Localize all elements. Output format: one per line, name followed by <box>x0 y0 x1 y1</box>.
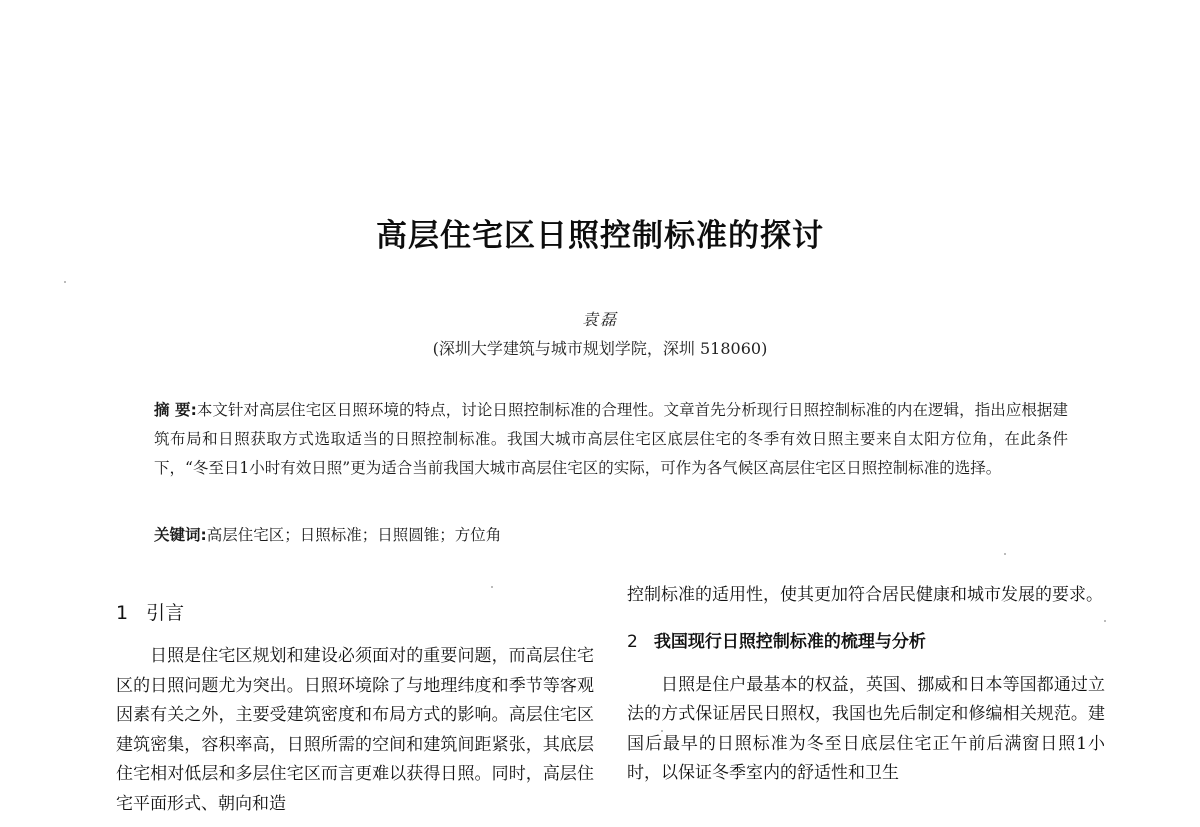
continued-paragraph: 控制标准的适用性，使其更加符合居民健康和城市发展的要求。 <box>627 585 1103 605</box>
abstract-label: 摘 要 <box>154 401 191 419</box>
paper-title: 高层住宅区日照控制标准的探讨 <box>376 218 824 254</box>
keywords-text: 高层住宅区；日照标准；日照圆锥；方位角 <box>206 526 502 544</box>
scan-speck <box>491 586 493 588</box>
scan-speck <box>1004 553 1006 555</box>
section-2-title: 我国现行日照控制标准的梳理与分析 <box>653 631 926 652</box>
keywords-label-colon: : <box>200 526 207 544</box>
abstract <box>154 396 1068 483</box>
author-affiliation: (深圳大学建筑与城市规划学院，深圳 518060) <box>432 339 768 358</box>
section-2-paragraph: 日照是住户最基本的权益，英国、挪威和日本等国都通过立法的方式保证居民日照权，我国也先后制定和修编相关规范。建国后最早的日照标准为冬至日底层住宅正午前后满窗日照1小时，以保证冬季室内的舒适性和卫生 <box>627 674 1105 783</box>
left-column <box>116 598 594 819</box>
scan-speck <box>1104 620 1106 622</box>
intro-paragraph: 日照是住宅区规划和建设必须面对的重要问题，而高层住宅区的日照问题尤为突出。日照环境除了与地理纬度和季节等客观因素有关之外，主要受建筑密度和布局方式的影响。高层住宅区建筑密集，容积率高，日照所需的空间和建筑间距紧张，其底层住宅相对低层和多层住宅区而言更难以获得日照。同时，高层住宅平面形式、朝向和造 <box>116 646 594 814</box>
author-name: 袁磊 <box>581 310 618 329</box>
keywords <box>154 521 1068 550</box>
abstract-text: 本文针对高层住宅区日照环境的特点，讨论日照控制标准的合理性。文章首先分析现行日照控制标准的内在逻辑，指出应根据建筑布局和日照获取方式选取适当的日照控制标准。我国大城市高层住宅区底层住宅的冬季有效日照主要来自太阳方位角，在此条件下，“冬至日1小时有效日照”更为适合当前我国大城市高层住宅区的实际，可作为各气候区高层住宅区日照控制标准的选择。 <box>154 401 1068 477</box>
keywords-label: 关键词 <box>154 526 201 544</box>
scan-speck <box>64 281 66 283</box>
scan-speck <box>661 730 663 732</box>
section-1-number: 1 <box>116 602 129 624</box>
section-2-number: 2 <box>627 631 638 652</box>
section-2-heading <box>627 627 1105 657</box>
abstract-label-colon: : <box>190 401 197 419</box>
section-1-heading <box>116 598 594 628</box>
right-column <box>627 581 1105 789</box>
section-1-title: 引言 <box>146 602 185 624</box>
